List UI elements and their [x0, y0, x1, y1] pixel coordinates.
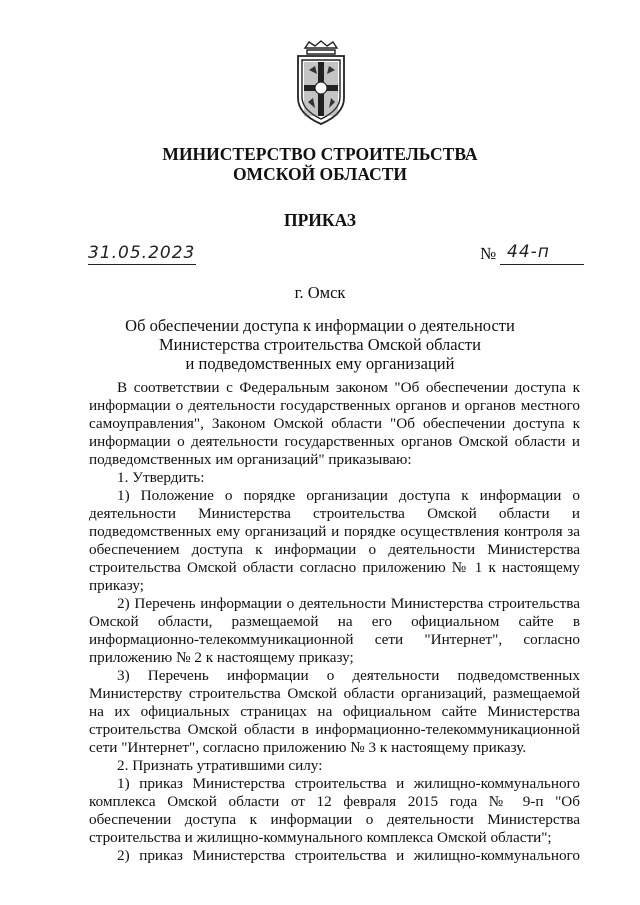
- ministry-name: [0, 144, 640, 184]
- order-body: [89, 379, 580, 865]
- order-number: 44-п: [507, 242, 550, 262]
- order-subject: [0, 316, 640, 373]
- body-paragraph: 3) Перечень информации о деятельности подведомственных Министерству строительства Омской области организаций, размещаемой на их официальных страницах на официальном сайте Министерства строительства Омской области в информационно-телекоммуникационной сети "Интернет", согласно приложению № 3 к настоящему приказу.: [89, 667, 580, 756]
- body-paragraph: 1) приказ Министерства строительства и жилищно-коммунального комплекса Омской области от 12 февраля 2015 года № 9-п "Об обеспечении доступа к информации о деятельности Министерства строительства и жилищно-коммунального комплекса Омской области";: [89, 775, 580, 846]
- number-underline: [500, 264, 584, 265]
- ministry-name-line1: МИНИСТЕРСТВО СТРОИТЕЛЬСТВА: [162, 144, 478, 164]
- date-underline: [88, 264, 196, 265]
- order-date: 31.05.2023: [88, 243, 196, 263]
- body-paragraph: 1) Положение о порядке организации доступа к информации о деятельности Министерства строительства Омской области и подведомственных ему организаций и порядке осуществления контроля за обеспечением доступа к информации о деятельности Министерства строительства Омской области согласно приложению № 1 к настоящему приказу;: [89, 487, 580, 594]
- city: г. Омск: [294, 283, 346, 302]
- number-sign: №: [480, 244, 497, 263]
- coat-of-arms-icon: [295, 40, 347, 126]
- document-type-title: ПРИКАЗ: [283, 210, 357, 230]
- body-paragraph: В соответствии с Федеральным законом "Об обеспечении доступа к информации о деятельности государственных органов и органов местного самоуправления", Законом Омской области "Об обеспечении доступа к информации о деятельности государственных органов Омской области и подведомственных им организаций" приказываю:: [89, 379, 580, 468]
- body-paragraph: 1. Утвердить:: [117, 469, 205, 486]
- ministry-name-line2: ОМСКОЙ ОБЛАСТИ: [232, 164, 408, 184]
- body-paragraph: 2) Перечень информации о деятельности Министерства строительства Омской области, размещаемой на его официальном сайте в информационно-телекоммуникационной сети "Интернет", согласно приложению № 2 к настоящему приказу;: [89, 595, 580, 666]
- body-paragraph: 2) приказ Министерства строительства и жилищно-коммунального: [117, 847, 580, 864]
- subject-line: Министерства строительства Омской области: [159, 335, 481, 354]
- body-paragraph: 2. Признать утратившими силу:: [117, 757, 323, 774]
- subject-line: Об обеспечении доступа к информации о деятельности: [125, 316, 515, 335]
- subject-line: и подведомственных ему организаций: [185, 354, 455, 373]
